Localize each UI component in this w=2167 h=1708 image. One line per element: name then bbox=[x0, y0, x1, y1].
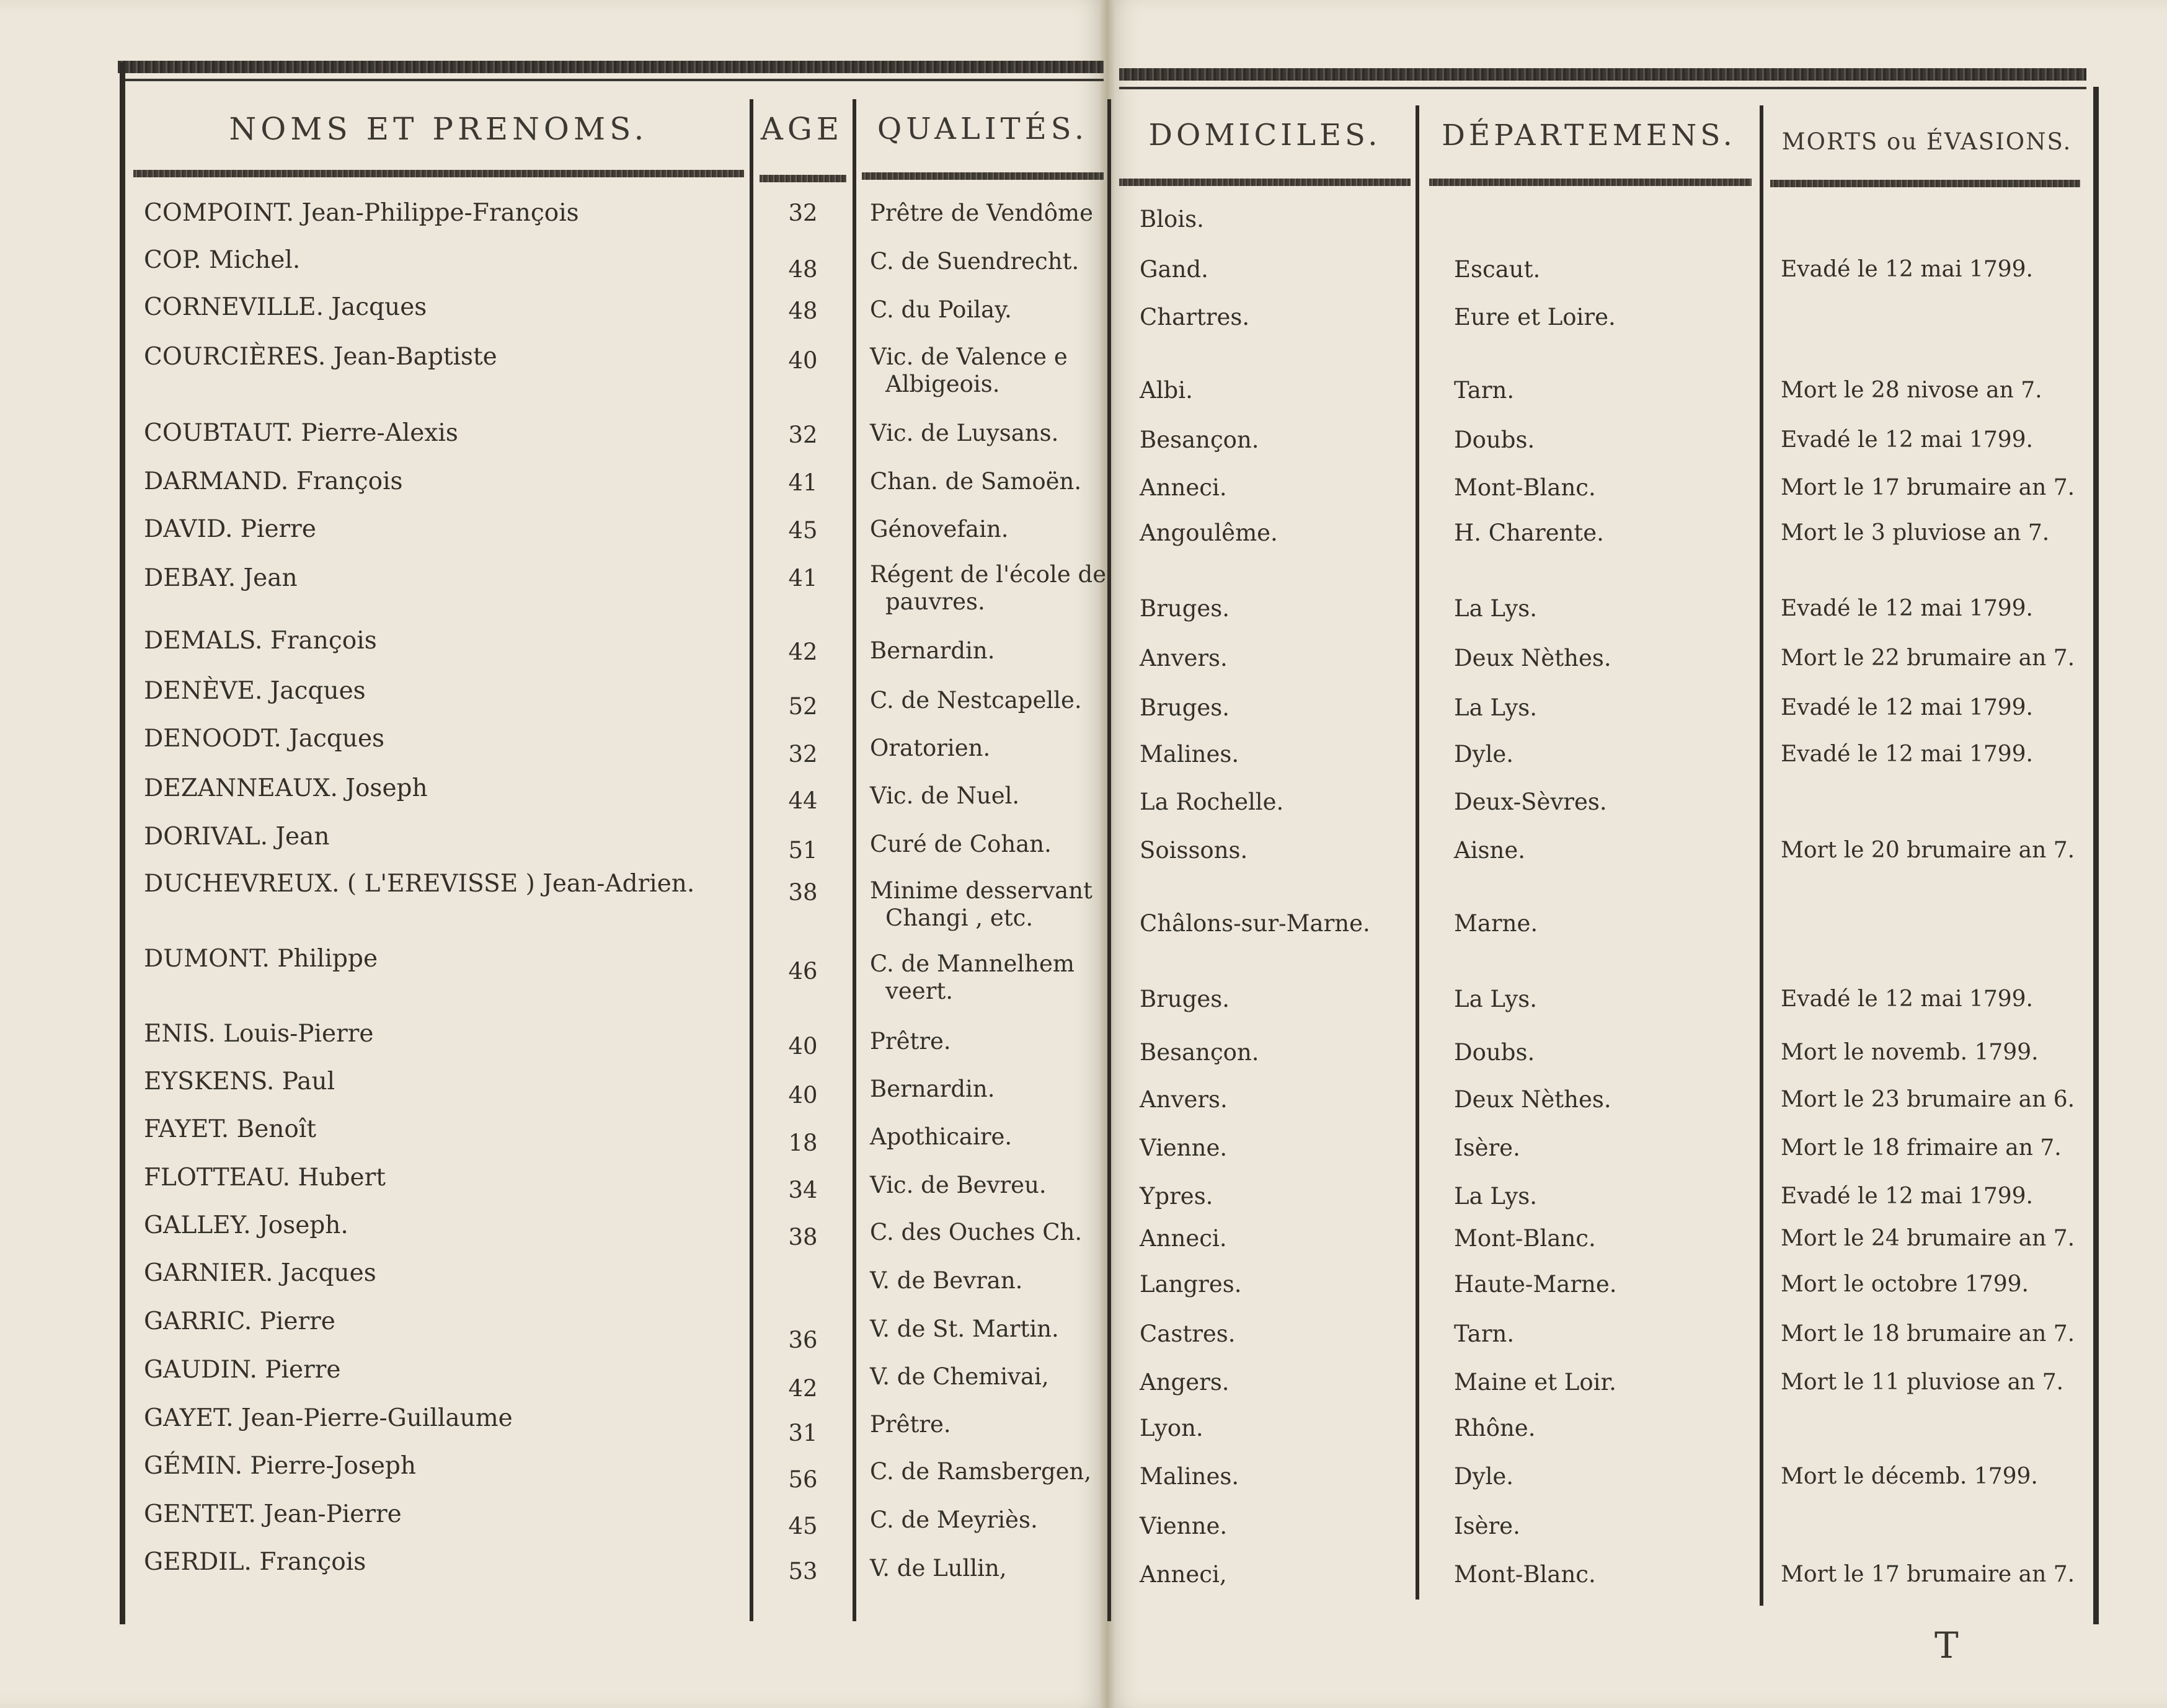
row-departement: Mont-Blanc. bbox=[1454, 1561, 1596, 1588]
row-qualite: C. de Nestcapelle. bbox=[870, 687, 1082, 714]
header-rule-qualites bbox=[862, 172, 1104, 180]
row-age: 31 bbox=[788, 1420, 818, 1446]
row-name: COUBTAUT. Pierre-Alexis bbox=[144, 419, 458, 447]
row-departement: Isère. bbox=[1454, 1135, 1520, 1161]
row-sort: Mort le octobre 1799. bbox=[1781, 1272, 2029, 1297]
row-qualite: C. de Mannelhem bbox=[870, 950, 1075, 977]
row-departement: Tarn. bbox=[1454, 1321, 1515, 1347]
row-name: GERDIL. François bbox=[144, 1548, 366, 1576]
row-qualite: Vic. de Bevreu. bbox=[870, 1172, 1047, 1198]
row-sort: Mort le 28 nivose an 7. bbox=[1781, 378, 2042, 403]
row-domicile: Angers. bbox=[1140, 1369, 1230, 1396]
row-departement: Deux-Sèvres. bbox=[1454, 789, 1607, 815]
row-domicile: Besançon. bbox=[1140, 427, 1259, 453]
row-qualite: C. des Ouches Ch. bbox=[870, 1219, 1083, 1246]
row-qualite: Régent de l'école de bbox=[870, 561, 1107, 588]
top-border-left bbox=[118, 61, 1104, 73]
row-age: 38 bbox=[788, 1224, 818, 1250]
row-domicile: Langres. bbox=[1140, 1271, 1242, 1298]
row-qualite: Oratorien. bbox=[870, 735, 991, 761]
row-age: 32 bbox=[788, 200, 818, 226]
header-departemens: DÉPARTEMENS. bbox=[1442, 118, 1736, 153]
row-domicile: Castres. bbox=[1140, 1321, 1236, 1347]
row-name: GAYET. Jean-Pierre-Guillaume bbox=[144, 1404, 513, 1432]
row-age: 45 bbox=[788, 517, 818, 544]
row-departement: Doubs. bbox=[1454, 1039, 1535, 1066]
row-domicile: Bruges. bbox=[1140, 694, 1230, 721]
row-domicile: Angoulême. bbox=[1140, 520, 1278, 546]
row-qualite: Vic. de Valence e bbox=[870, 343, 1068, 370]
row-domicile: Malines. bbox=[1140, 1463, 1239, 1490]
header-noms: NOMS ET PRENOMS. bbox=[229, 111, 649, 147]
row-domicile: Chartres. bbox=[1140, 304, 1250, 330]
row-qualite: Prêtre de Vendôme bbox=[870, 200, 1094, 226]
row-sort: Mort le novemb. 1799. bbox=[1781, 1040, 2039, 1065]
row-age: 41 bbox=[788, 565, 818, 591]
row-departement: Maine et Loir. bbox=[1454, 1369, 1616, 1396]
row-age: 56 bbox=[788, 1466, 818, 1493]
row-departement: Haute-Marne. bbox=[1454, 1271, 1617, 1298]
row-qualite: Prêtre. bbox=[870, 1411, 951, 1438]
row-age: 18 bbox=[788, 1130, 818, 1156]
frame-right bbox=[2093, 87, 2099, 1624]
header-domiciles: DOMICILES. bbox=[1148, 118, 1381, 153]
row-age: 38 bbox=[788, 879, 818, 906]
row-name: COP. Michel. bbox=[144, 246, 301, 274]
row-sort: Mort le 20 brumaire an 7. bbox=[1781, 838, 2075, 863]
row-departement: Aisne. bbox=[1454, 837, 1526, 864]
header-morts: MORTS ou ÉVASIONS. bbox=[1781, 128, 2072, 155]
row-name: DORIVAL. Jean bbox=[144, 823, 330, 851]
row-age: 32 bbox=[788, 741, 818, 768]
row-name: DAVID. Pierre bbox=[144, 515, 316, 543]
row-domicile: Anneci. bbox=[1140, 1225, 1227, 1252]
row-departement: La Lys. bbox=[1454, 1183, 1537, 1210]
row-sort: Evadé le 12 mai 1799. bbox=[1781, 427, 2034, 453]
top-border-left-thin bbox=[121, 79, 1104, 81]
header-rule-morts bbox=[1770, 180, 2080, 187]
row-departement: Deux Nèthes. bbox=[1454, 1086, 1611, 1113]
row-departement: Doubs. bbox=[1454, 427, 1535, 453]
row-domicile: Albi. bbox=[1140, 377, 1193, 404]
row-qualite: V. de Chemivai, bbox=[870, 1363, 1049, 1390]
row-qualite: Vic. de Luysans. bbox=[870, 420, 1059, 446]
row-qualite: Prêtre. bbox=[870, 1028, 951, 1055]
row-departement: Eure et Loire. bbox=[1454, 304, 1616, 330]
row-departement: La Lys. bbox=[1454, 595, 1537, 622]
row-qualite: C. de Meyriès. bbox=[870, 1507, 1038, 1533]
row-name: DUCHEVREUX. ( L'EREVISSE ) Jean-Adrien. bbox=[144, 870, 695, 898]
row-name: FAYET. Benoît bbox=[144, 1115, 317, 1143]
row-name: GÉMIN. Pierre-Joseph bbox=[144, 1452, 417, 1480]
row-qualite-cont: Albigeois. bbox=[885, 371, 1000, 397]
row-age: 44 bbox=[788, 787, 818, 814]
row-qualite: C. de Suendrecht. bbox=[870, 248, 1079, 275]
row-qualite: C. de Ramsbergen, bbox=[870, 1458, 1092, 1485]
row-qualite: Minime desservant bbox=[870, 877, 1092, 904]
row-name: GAUDIN. Pierre bbox=[144, 1356, 341, 1384]
row-qualite-cont: pauvres. bbox=[885, 588, 985, 615]
row-age: 40 bbox=[788, 1033, 818, 1060]
row-age: 51 bbox=[788, 837, 818, 864]
signature-mark: T bbox=[1934, 1624, 1959, 1666]
row-domicile: La Rochelle. bbox=[1140, 789, 1284, 815]
row-qualite: V. de St. Martin. bbox=[870, 1316, 1059, 1342]
row-age: 42 bbox=[788, 639, 818, 665]
row-qualite: V. de Lullin, bbox=[870, 1555, 1007, 1582]
row-sort: Mort le 22 brumaire an 7. bbox=[1781, 645, 2075, 671]
header-rule-domiciles bbox=[1119, 179, 1411, 186]
row-departement: Deux Nèthes. bbox=[1454, 645, 1611, 671]
row-age: 34 bbox=[788, 1177, 818, 1203]
row-qualite-cont: Changi , etc. bbox=[885, 905, 1034, 931]
row-qualite: Chan. de Samoën. bbox=[870, 468, 1082, 495]
row-age: 48 bbox=[788, 256, 818, 283]
row-qualite: Bernardin. bbox=[870, 1076, 995, 1102]
row-qualite: Génovefain. bbox=[870, 516, 1009, 542]
header-age: AGE bbox=[760, 111, 844, 147]
row-departement: Dyle. bbox=[1454, 741, 1514, 768]
row-domicile: Bruges. bbox=[1140, 986, 1230, 1012]
row-sort: Mort le 23 brumaire an 6. bbox=[1781, 1087, 2075, 1112]
row-qualite: Apothicaire. bbox=[870, 1123, 1013, 1150]
row-departement: Mont-Blanc. bbox=[1454, 474, 1596, 501]
row-qualite: Curé de Cohan. bbox=[870, 831, 1052, 857]
row-name: CORNEVILLE. Jacques bbox=[144, 293, 427, 321]
row-name: ENIS. Louis-Pierre bbox=[144, 1020, 374, 1048]
row-domicile: Ypres. bbox=[1140, 1183, 1213, 1210]
row-sort: Evadé le 12 mai 1799. bbox=[1781, 695, 2034, 720]
top-border-right-thin bbox=[1119, 87, 2086, 89]
row-name: COMPOINT. Jean-Philippe-François bbox=[144, 199, 579, 227]
rule-after-age bbox=[853, 99, 856, 1621]
row-departement: La Lys. bbox=[1454, 694, 1537, 721]
row-sort: Mort le 3 pluviose an 7. bbox=[1781, 520, 2050, 546]
row-domicile: Soissons. bbox=[1140, 837, 1248, 864]
row-sort: Mort le 17 brumaire an 7. bbox=[1781, 1562, 2075, 1587]
row-qualite: V. de Bevran. bbox=[870, 1267, 1023, 1294]
row-departement: Marne. bbox=[1454, 910, 1538, 937]
row-age: 45 bbox=[788, 1513, 818, 1539]
row-sort: Mort le 11 pluviose an 7. bbox=[1781, 1369, 2064, 1395]
row-domicile: Blois. bbox=[1140, 206, 1204, 232]
row-domicile: Bruges. bbox=[1140, 595, 1230, 622]
row-age: 32 bbox=[788, 422, 818, 448]
row-sort: Mort le 24 brumaire an 7. bbox=[1781, 1226, 2075, 1251]
row-age: 48 bbox=[788, 298, 818, 324]
row-name: EYSKENS. Paul bbox=[144, 1068, 335, 1095]
row-age: 41 bbox=[788, 469, 818, 496]
row-departement: Mont-Blanc. bbox=[1454, 1225, 1596, 1252]
row-departement: Rhône. bbox=[1454, 1415, 1536, 1441]
row-domicile: Lyon. bbox=[1140, 1415, 1203, 1441]
row-name: FLOTTEAU. Hubert bbox=[144, 1164, 386, 1192]
row-domicile: Anneci. bbox=[1140, 474, 1227, 501]
row-name: DEMALS. François bbox=[144, 627, 377, 655]
row-departement: La Lys. bbox=[1454, 986, 1537, 1012]
row-sort: Mort le décemb. 1799. bbox=[1781, 1464, 2038, 1489]
row-age: 40 bbox=[788, 347, 818, 374]
row-age: 36 bbox=[788, 1327, 818, 1353]
row-domicile: Anvers. bbox=[1140, 1086, 1228, 1113]
row-qualite: Vic. de Nuel. bbox=[870, 782, 1020, 809]
row-name: GENTET. Jean-Pierre bbox=[144, 1500, 402, 1528]
row-name: DEBAY. Jean bbox=[144, 564, 298, 592]
row-qualite-cont: veert. bbox=[885, 978, 954, 1004]
row-departement: Isère. bbox=[1454, 1513, 1520, 1539]
row-sort: Mort le 18 brumaire an 7. bbox=[1781, 1321, 2075, 1347]
top-border-right bbox=[1119, 68, 2086, 81]
row-sort: Evadé le 12 mai 1799. bbox=[1781, 986, 2034, 1012]
row-name: DENÈVE. Jacques bbox=[144, 677, 366, 705]
row-sort: Evadé le 12 mai 1799. bbox=[1781, 1184, 2034, 1209]
header-rule-noms bbox=[133, 170, 744, 177]
row-name: COURCIÈRES. Jean-Baptiste bbox=[144, 343, 497, 371]
row-departement: Dyle. bbox=[1454, 1463, 1514, 1490]
row-name: GARNIER. Jacques bbox=[144, 1259, 376, 1287]
row-domicile: Gand. bbox=[1140, 256, 1208, 283]
row-domicile: Anneci, bbox=[1140, 1561, 1227, 1588]
row-departement: Tarn. bbox=[1454, 377, 1515, 404]
row-sort: Evadé le 12 mai 1799. bbox=[1781, 596, 2034, 621]
row-age: 53 bbox=[788, 1558, 818, 1585]
row-qualite: Bernardin. bbox=[870, 637, 995, 664]
row-sort: Mort le 17 brumaire an 7. bbox=[1781, 475, 2075, 500]
row-domicile: Besançon. bbox=[1140, 1039, 1259, 1066]
row-sort: Mort le 18 frimaire an 7. bbox=[1781, 1135, 2062, 1161]
row-age: 52 bbox=[788, 693, 818, 720]
row-name: DUMONT. Philippe bbox=[144, 945, 378, 973]
frame-left bbox=[120, 62, 125, 1624]
row-sort: Evadé le 12 mai 1799. bbox=[1781, 257, 2034, 282]
row-sort: Evadé le 12 mai 1799. bbox=[1781, 741, 2034, 767]
rule-after-qualites bbox=[1107, 99, 1111, 1621]
row-name: GALLEY. Joseph. bbox=[144, 1211, 348, 1239]
row-age: 42 bbox=[788, 1375, 818, 1402]
row-name: DEZANNEAUX. Joseph bbox=[144, 774, 428, 802]
row-domicile: Châlons-sur-Marne. bbox=[1140, 910, 1370, 937]
row-name: DENOODT. Jacques bbox=[144, 725, 385, 753]
header-rule-departemens bbox=[1429, 179, 1752, 186]
header-qualites: QUALITÉS. bbox=[877, 112, 1089, 146]
rule-after-names bbox=[750, 99, 753, 1621]
row-age: 40 bbox=[788, 1082, 818, 1108]
row-domicile: Anvers. bbox=[1140, 645, 1228, 671]
row-qualite: C. du Poilay. bbox=[870, 296, 1012, 323]
row-domicile: Vienne. bbox=[1140, 1135, 1228, 1161]
row-name: GARRIC. Pierre bbox=[144, 1308, 335, 1335]
row-age: 46 bbox=[788, 958, 818, 985]
row-departement: H. Charente. bbox=[1454, 520, 1604, 546]
row-domicile: Malines. bbox=[1140, 741, 1239, 768]
header-rule-age bbox=[760, 175, 846, 182]
row-name: DARMAND. François bbox=[144, 467, 403, 495]
row-departement: Escaut. bbox=[1454, 256, 1541, 283]
row-domicile: Vienne. bbox=[1140, 1513, 1228, 1539]
rule-after-departemens bbox=[1760, 105, 1763, 1606]
rule-after-domiciles bbox=[1416, 105, 1419, 1600]
